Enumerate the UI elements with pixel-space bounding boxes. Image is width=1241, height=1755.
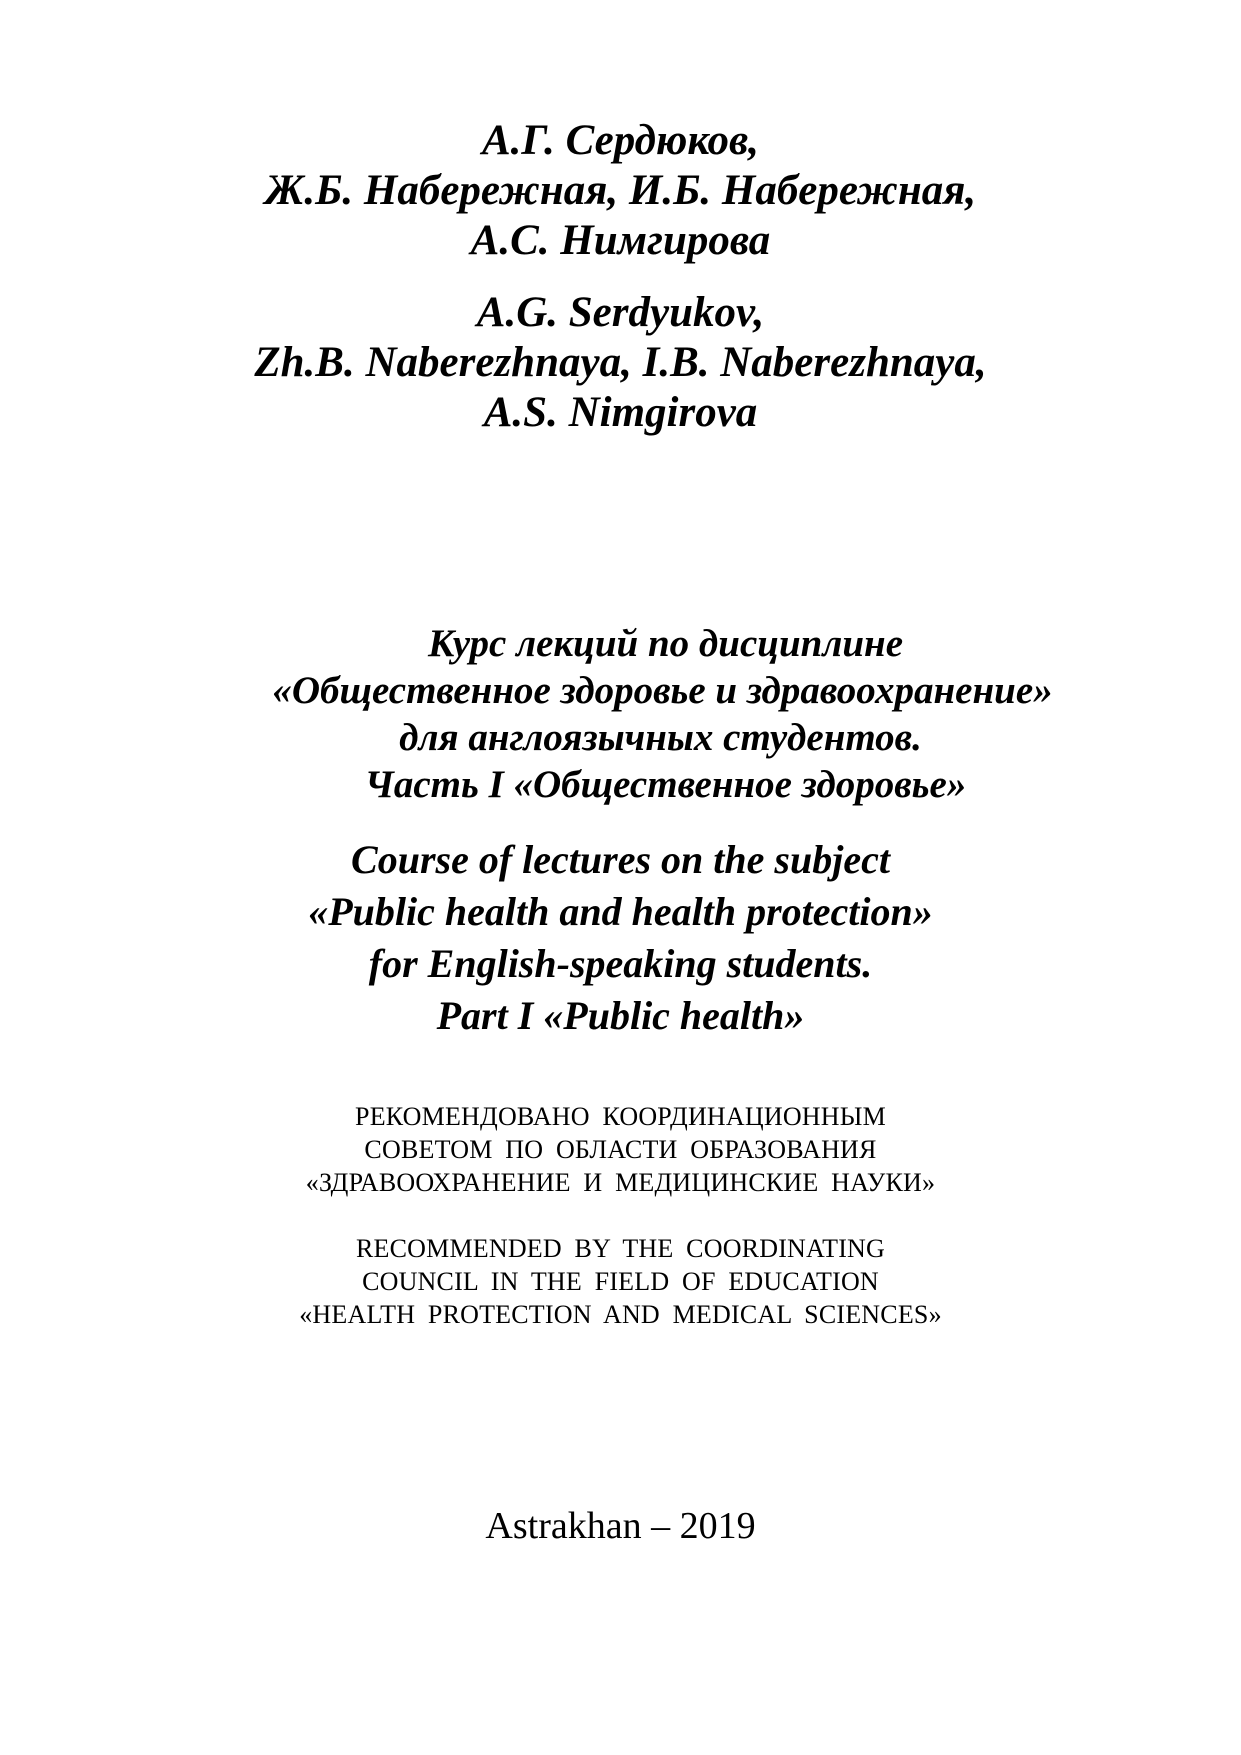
recommendation-english: [0, 1232, 1241, 1331]
recommendation-line: СОВЕТОМ ПО ОБЛАСТИ ОБРАЗОВАНИЯ: [364, 1135, 877, 1164]
author-line: A.S. Nimgirova: [483, 389, 758, 436]
course-title-line: «Public health and health protection»: [308, 889, 933, 934]
place-and-year: [0, 1504, 1241, 1548]
place-year-text: Astrakhan – 2019: [485, 1505, 756, 1547]
recommendation-line: РЕКОМЕНДОВАНО КООРДИНАЦИОННЫМ: [355, 1102, 886, 1131]
course-title-line: Part I «Public health»: [436, 993, 805, 1038]
recommendation-line: RECOMMENDED BY THE COORDINATING: [355, 1234, 886, 1263]
author-line: A.G. Serdyukov,: [476, 289, 765, 336]
course-title-line: для англоязычных студентов.: [399, 716, 922, 759]
course-title-english: [0, 834, 1241, 1042]
authors-english: [0, 288, 1241, 438]
author-line: Ж.Б. Набережная, И.Б. Набережная,: [264, 167, 977, 214]
recommendation-line: COUNCIL IN THE FIELD OF EDUCATION: [362, 1267, 879, 1296]
author-line: А.С. Нимгирова: [470, 217, 771, 264]
course-title-line: Course of lectures on the subject: [351, 837, 890, 882]
course-title-line: Курс лекций по дисциплине: [427, 622, 904, 665]
course-title-russian: [0, 620, 1241, 808]
authors-russian: [0, 116, 1241, 266]
recommendation-russian: [0, 1100, 1241, 1199]
recommendation-line: «ЗДРАВООХРАНЕНИЕ И МЕДИЦИНСКИЕ НАУКИ»: [305, 1168, 936, 1197]
course-title-line: Часть I «Общественное здоровье»: [364, 763, 967, 806]
recommendation-line: «HEALTH PROTECTION AND MEDICAL SCIENCES»: [299, 1300, 942, 1329]
course-title-line: for English-speaking students.: [368, 941, 873, 986]
author-line: Zh.B. Naberezhnaya, I.B. Naberezhnaya,: [254, 339, 987, 386]
course-title-line: «Общественное здоровье и здравоохранение»: [272, 669, 1053, 712]
author-line: А.Г. Сердюков,: [481, 117, 759, 164]
